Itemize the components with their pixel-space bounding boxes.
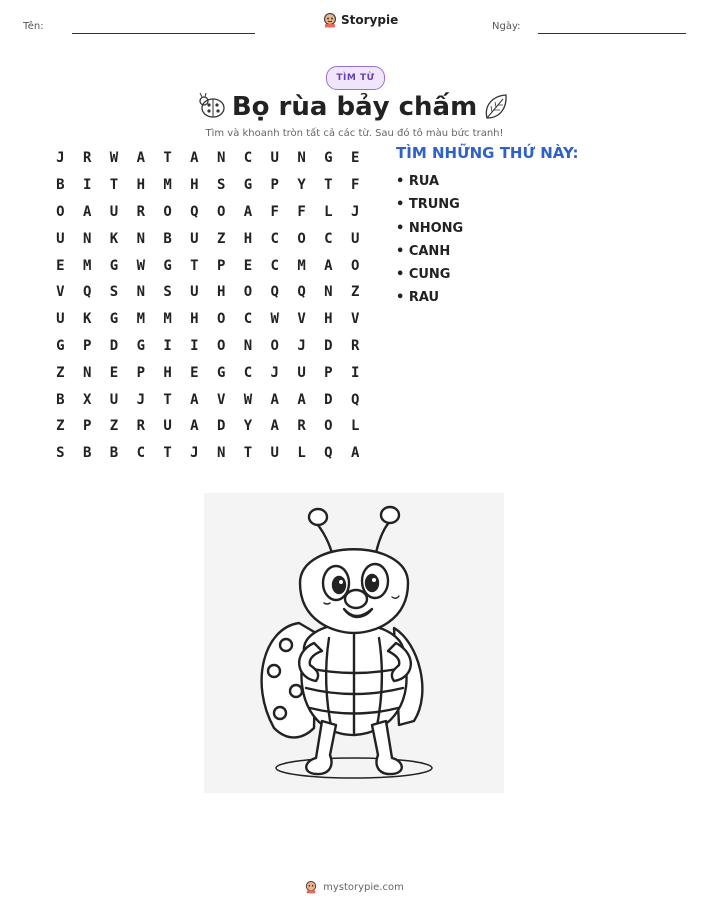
grid-letter[interactable]: D xyxy=(216,418,226,435)
word-search-grid xyxy=(47,145,369,467)
word-list-item: • TRUNG xyxy=(396,197,460,213)
grid-letter[interactable]: F xyxy=(350,177,360,194)
date-label: Ngày: xyxy=(492,21,521,32)
grid-row xyxy=(47,440,369,467)
grid-letter[interactable]: M xyxy=(163,311,172,328)
grid-letter[interactable]: K xyxy=(109,230,119,247)
grid-letter[interactable]: U xyxy=(163,418,172,435)
grid-letter[interactable]: U xyxy=(56,311,65,328)
grid-letter[interactable]: J xyxy=(190,445,199,462)
grid-letter[interactable]: U xyxy=(109,203,119,220)
grid-letter[interactable]: C xyxy=(270,230,279,247)
grid-row xyxy=(47,172,369,199)
grid-letter[interactable]: D xyxy=(324,391,333,408)
grid-letter[interactable]: J xyxy=(350,203,360,220)
grid-letter[interactable]: W xyxy=(136,257,145,274)
grid-letter[interactable]: U xyxy=(56,230,65,247)
grid-letter[interactable]: H xyxy=(216,284,226,301)
grid-letter[interactable]: J xyxy=(136,391,145,408)
grid-letter[interactable]: G xyxy=(243,177,253,194)
grid-letter[interactable]: M xyxy=(136,311,145,328)
grid-letter[interactable]: P xyxy=(324,364,333,381)
grid-letter[interactable]: B xyxy=(56,177,65,194)
word-list-item: • CUNG xyxy=(396,267,451,283)
grid-letter[interactable]: O xyxy=(243,284,253,301)
grid-letter[interactable]: N xyxy=(82,364,92,381)
leaf-icon xyxy=(482,92,510,122)
instructions: Tìm và khoanh tròn tất cả các từ. Sau đó tô màu bức tranh! xyxy=(205,128,504,139)
grid-letter[interactable]: V xyxy=(350,311,360,328)
grid-row xyxy=(47,279,369,306)
storypie-footer-logo-icon xyxy=(305,880,317,894)
grid-letter[interactable]: C xyxy=(243,150,253,167)
storypie-logo-icon xyxy=(323,12,337,28)
grid-letter[interactable]: Z xyxy=(56,418,65,435)
grid-row xyxy=(47,145,369,172)
grid-letter[interactable]: H xyxy=(243,230,253,247)
grid-letter[interactable]: Z xyxy=(109,418,119,435)
grid-letter[interactable]: T xyxy=(190,257,199,274)
grid-letter[interactable]: C xyxy=(324,230,333,247)
grid-letter[interactable]: F xyxy=(270,203,279,220)
name-line xyxy=(72,33,255,34)
grid-letter[interactable]: H xyxy=(163,364,172,381)
grid-letter[interactable]: G xyxy=(136,337,145,354)
grid-letter[interactable]: N xyxy=(297,150,306,167)
footer xyxy=(0,880,709,894)
grid-letter[interactable]: C xyxy=(270,257,279,274)
grid-letter[interactable]: H xyxy=(324,311,333,328)
grid-letter[interactable]: G xyxy=(324,150,333,167)
grid-letter[interactable]: W xyxy=(243,391,253,408)
grid-letter[interactable]: D xyxy=(109,337,119,354)
grid-letter[interactable]: D xyxy=(324,337,333,354)
grid-letter[interactable]: I xyxy=(163,337,172,354)
grid-letter[interactable]: T xyxy=(163,391,172,408)
grid-letter[interactable]: G xyxy=(109,311,119,328)
grid-letter[interactable]: R xyxy=(82,150,92,167)
grid-letter[interactable]: W xyxy=(270,311,279,328)
grid-letter[interactable]: B xyxy=(109,445,119,462)
grid-letter[interactable]: T xyxy=(163,150,172,167)
grid-letter[interactable]: U xyxy=(270,150,279,167)
grid-letter[interactable]: T xyxy=(243,445,253,462)
word-list xyxy=(396,170,463,310)
ladybug-coloring-image xyxy=(204,493,504,793)
grid-row xyxy=(47,359,369,386)
grid-letter[interactable]: G xyxy=(56,337,65,354)
grid-letter[interactable]: A xyxy=(297,391,306,408)
grid-row xyxy=(47,333,369,360)
grid-letter[interactable]: Z xyxy=(56,364,65,381)
grid-letter[interactable]: I xyxy=(82,177,92,194)
grid-letter[interactable]: N xyxy=(216,150,226,167)
grid-letter[interactable]: A xyxy=(136,150,145,167)
grid-letter[interactable]: Q xyxy=(350,391,360,408)
grid-letter[interactable]: L xyxy=(324,203,333,220)
grid-letter[interactable]: C xyxy=(136,445,145,462)
grid-letter[interactable]: O xyxy=(56,203,65,220)
grid-letter[interactable]: B xyxy=(163,230,172,247)
grid-letter[interactable]: X xyxy=(82,391,92,408)
grid-letter[interactable]: E xyxy=(190,364,199,381)
word-list-item: • RUA xyxy=(396,174,440,189)
grid-letter[interactable]: M xyxy=(297,257,306,274)
grid-letter[interactable]: A xyxy=(82,203,92,220)
grid-letter[interactable]: H xyxy=(190,177,199,194)
footer-site: mystorypie.com xyxy=(323,881,404,893)
grid-letter[interactable]: L xyxy=(350,418,360,435)
grid-letter[interactable]: I xyxy=(190,337,199,354)
grid-letter[interactable]: E xyxy=(56,257,65,274)
grid-letter[interactable]: S xyxy=(56,445,65,462)
grid-letter[interactable]: N xyxy=(243,337,253,354)
word-list-item: • RAU xyxy=(396,290,440,306)
grid-letter[interactable]: B xyxy=(56,391,65,408)
grid-letter[interactable]: O xyxy=(297,230,306,247)
grid-letter[interactable]: I xyxy=(350,364,360,381)
grid-letter[interactable]: J xyxy=(56,150,65,167)
name-label: Tên: xyxy=(23,21,44,32)
grid-letter[interactable]: A xyxy=(324,257,333,274)
grid-letter[interactable]: R xyxy=(136,418,145,435)
grid-letter[interactable]: T xyxy=(324,177,333,194)
grid-letter[interactable]: E xyxy=(109,364,119,381)
grid-letter[interactable]: Q xyxy=(82,284,92,301)
grid-letter[interactable]: V xyxy=(56,284,65,301)
grid-letter[interactable]: P xyxy=(82,418,92,435)
grid-letter[interactable]: J xyxy=(297,337,306,354)
grid-row xyxy=(47,252,369,279)
grid-letter[interactable]: U xyxy=(270,445,279,462)
grid-letter[interactable]: A xyxy=(270,391,279,408)
grid-letter[interactable]: Q xyxy=(297,284,306,301)
grid-letter[interactable]: N xyxy=(136,230,145,247)
grid-letter[interactable]: M xyxy=(163,177,172,194)
grid-letter[interactable]: Z xyxy=(216,230,226,247)
grid-letter[interactable]: Z xyxy=(350,284,360,301)
word-search-badge: TÌM TỪ xyxy=(326,66,385,90)
grid-letter[interactable]: Y xyxy=(243,418,253,435)
grid-letter[interactable]: T xyxy=(163,445,172,462)
grid-letter[interactable]: N xyxy=(216,445,226,462)
grid-letter[interactable]: G xyxy=(163,257,172,274)
grid-letter[interactable]: T xyxy=(109,177,119,194)
grid-letter[interactable]: U xyxy=(297,364,306,381)
page-title: Bọ rùa bảy chấm xyxy=(231,92,478,122)
grid-letter[interactable]: O xyxy=(216,337,226,354)
grid-letter[interactable]: V xyxy=(216,391,226,408)
grid-row xyxy=(47,413,369,440)
grid-letter[interactable]: Q xyxy=(190,203,199,220)
word-list-item: • CANH xyxy=(396,243,451,259)
grid-letter[interactable]: C xyxy=(243,311,253,328)
grid-letter[interactable]: C xyxy=(243,364,253,381)
brand-name: Storypie xyxy=(341,13,399,27)
grid-letter[interactable]: E xyxy=(243,257,253,274)
grid-letter[interactable]: P xyxy=(82,337,92,354)
grid-letter[interactable]: A xyxy=(270,418,279,435)
grid-letter[interactable]: O xyxy=(270,337,279,354)
grid-letter[interactable]: A xyxy=(243,203,253,220)
grid-letter[interactable]: E xyxy=(350,150,360,167)
grid-letter[interactable]: R xyxy=(350,337,360,354)
date-line xyxy=(538,33,686,34)
grid-row xyxy=(47,306,369,333)
grid-letter[interactable]: W xyxy=(109,150,119,167)
grid-letter[interactable]: H xyxy=(136,177,145,194)
grid-letter[interactable]: R xyxy=(136,203,145,220)
grid-letter[interactable]: N xyxy=(82,230,92,247)
grid-letter[interactable]: Q xyxy=(324,445,333,462)
grid-letter[interactable]: S xyxy=(109,284,119,301)
grid-letter[interactable]: M xyxy=(82,257,92,274)
find-words-heading: TÌM NHỮNG THỨ NÀY: xyxy=(396,144,579,162)
grid-letter[interactable]: K xyxy=(82,311,92,328)
grid-letter[interactable]: S xyxy=(163,284,172,301)
grid-letter[interactable]: A xyxy=(190,150,199,167)
grid-letter[interactable]: N xyxy=(324,284,333,301)
grid-letter[interactable]: R xyxy=(297,418,306,435)
word-list-item: • NHONG xyxy=(396,220,464,236)
grid-letter[interactable]: O xyxy=(350,257,360,274)
grid-letter[interactable]: U xyxy=(190,284,199,301)
grid-letter[interactable]: P xyxy=(270,177,279,194)
brand-logo xyxy=(323,12,398,28)
grid-letter[interactable]: H xyxy=(190,311,199,328)
grid-letter[interactable]: U xyxy=(109,391,119,408)
grid-letter[interactable]: S xyxy=(216,177,226,194)
grid-letter[interactable]: J xyxy=(270,364,279,381)
grid-letter[interactable]: Q xyxy=(270,284,279,301)
grid-letter[interactable]: O xyxy=(324,418,333,435)
grid-letter[interactable]: U xyxy=(190,230,199,247)
grid-row xyxy=(47,225,369,252)
grid-letter[interactable]: N xyxy=(136,284,145,301)
grid-letter[interactable]: G xyxy=(109,257,119,274)
grid-letter[interactable]: A xyxy=(190,418,199,435)
grid-letter[interactable]: O xyxy=(163,203,172,220)
grid-letter[interactable]: B xyxy=(82,445,92,462)
grid-letter[interactable]: Y xyxy=(297,177,306,194)
grid-row xyxy=(47,386,369,413)
grid-letter[interactable]: A xyxy=(190,391,199,408)
grid-letter[interactable]: U xyxy=(350,230,360,247)
grid-letter[interactable]: V xyxy=(297,311,306,328)
grid-letter[interactable]: A xyxy=(350,445,360,462)
grid-letter[interactable]: L xyxy=(297,445,306,462)
grid-letter[interactable]: P xyxy=(216,257,226,274)
grid-letter[interactable]: P xyxy=(136,364,145,381)
grid-letter[interactable]: G xyxy=(216,364,226,381)
grid-letter[interactable]: O xyxy=(216,311,226,328)
grid-letter[interactable]: O xyxy=(216,203,226,220)
grid-row xyxy=(47,199,369,226)
grid-letter[interactable]: F xyxy=(297,203,306,220)
